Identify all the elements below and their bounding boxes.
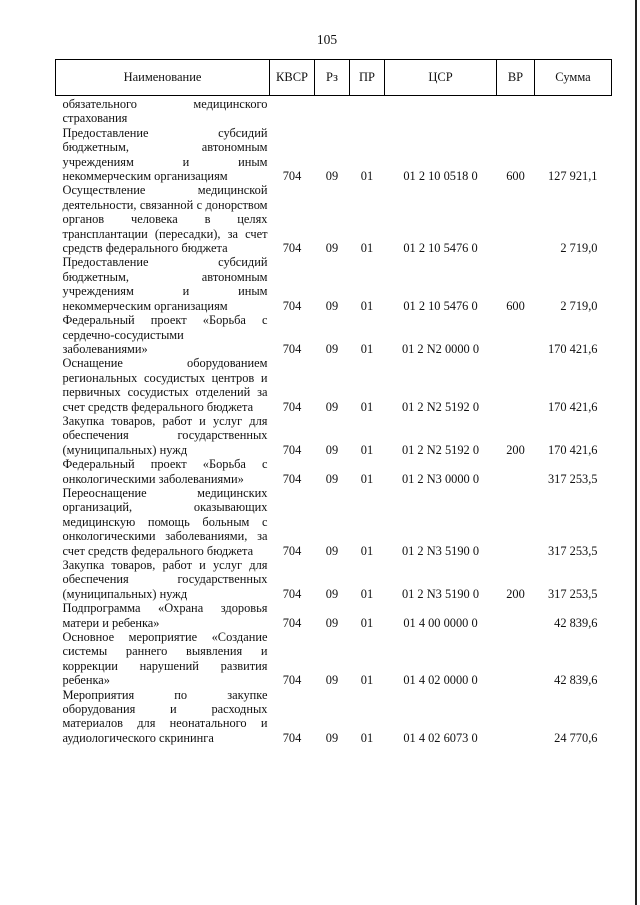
cell-kvsr: 704	[282, 298, 302, 313]
cell-sum: 2 719,0	[560, 298, 598, 313]
table-body	[56, 96, 612, 746]
cell-kvsr: 704	[282, 586, 302, 601]
cell-vr	[497, 457, 535, 486]
cell-pr	[350, 96, 385, 126]
cell-pr: 01	[360, 730, 374, 745]
header-kvsr: КВСР	[270, 60, 315, 96]
cell-vr: 200	[506, 442, 525, 457]
cell-kvsr: 704	[282, 341, 302, 356]
cell-rz: 09	[325, 586, 339, 601]
header-name: Наименование	[56, 60, 270, 96]
cell-name: Переоснащение медицинских организаций, оказывающих медицинскую помощь больным с онкологическими заболеваниями, за счет средств федерального бюджета	[62, 485, 268, 558]
cell-name: Оснащение оборудованием региональных сосудистых центров и первичных сосудистых отделений за счет средств федерального бюджета	[62, 356, 268, 414]
table-row	[56, 96, 612, 126]
cell-sum	[535, 96, 612, 126]
cell-csr	[385, 96, 497, 126]
cell-csr: 01 2 10 5476 0	[403, 241, 478, 256]
cell-name: Федеральный проект «Борьба с сердечно-сосудистыми заболеваниями»	[62, 313, 268, 356]
page-edge-line	[635, 0, 637, 905]
cell-csr: 01 2 N3 5190 0	[401, 543, 480, 558]
header-vr: ВР	[497, 60, 535, 96]
cell-pr: 01	[360, 471, 374, 486]
cell-csr: 01 2 10 0518 0	[403, 169, 478, 184]
cell-csr: 01 2 N3 5190 0	[401, 586, 480, 601]
cell-sum: 42 839,6	[554, 615, 598, 630]
page-number: 105	[316, 32, 338, 47]
cell-name: Подпрограмма «Охрана здоровья матери и ребенка»	[62, 601, 268, 630]
table-row	[56, 313, 612, 356]
cell-csr: 01 2 N2 5192 0	[401, 442, 480, 457]
cell-csr: 01 2 N3 0000 0	[401, 471, 480, 486]
cell-rz: 09	[325, 341, 339, 356]
cell-name: Предоставление субсидий бюджетным, автономным учреждениям и иным некоммерческим организациям	[62, 255, 268, 313]
cell-name: Закупка товаров, работ и услуг для обеспечения государственных (муниципальных) нужд	[62, 558, 268, 601]
cell-name: Основное мероприятие «Создание системы раннего выявления и коррекции нарушений развития ребенка»	[62, 630, 268, 688]
cell-sum: 42 839,6	[554, 673, 598, 688]
cell-name: обязательного медицинского страхования	[62, 97, 268, 126]
cell-sum: 317 253,5	[547, 471, 598, 486]
cell-csr: 01 2 N2 5192 0	[401, 399, 480, 414]
table-header	[56, 60, 612, 96]
table-row	[56, 414, 612, 457]
cell-vr	[497, 688, 535, 746]
cell-kvsr: 704	[282, 730, 302, 745]
cell-vr	[497, 630, 535, 688]
table-row	[56, 486, 612, 558]
cell-rz	[315, 96, 350, 126]
cell-vr	[497, 486, 535, 558]
header-csr: ЦСР	[385, 60, 497, 96]
cell-vr: 600	[506, 298, 525, 313]
cell-pr: 01	[360, 341, 374, 356]
cell-sum: 24 770,6	[554, 730, 598, 745]
cell-name: Федеральный проект «Борьба с онкологическими заболеваниями»	[62, 457, 268, 486]
table-row	[56, 457, 612, 486]
cell-rz: 09	[325, 673, 339, 688]
cell-rz: 09	[325, 169, 339, 184]
cell-name: Осуществление медицинской деятельности, связанной с донорством органов человека в целях трансплантации (пересадки), за счет средств федерального бюджета	[62, 183, 268, 256]
cell-kvsr: 704	[282, 543, 302, 558]
cell-csr: 01 4 00 0000 0	[403, 615, 478, 630]
table-row	[56, 630, 612, 688]
cell-sum: 2 719,0	[560, 241, 598, 256]
cell-vr	[497, 601, 535, 630]
table-row	[56, 688, 612, 746]
cell-vr: 200	[506, 586, 525, 601]
budget-table	[55, 59, 612, 745]
cell-sum: 317 253,5	[547, 586, 598, 601]
cell-rz: 09	[325, 615, 339, 630]
cell-rz: 09	[325, 543, 339, 558]
cell-sum: 127 921,1	[547, 169, 598, 184]
cell-csr: 01 2 N2 0000 0	[401, 341, 480, 356]
cell-rz: 09	[325, 730, 339, 745]
cell-sum: 170 421,6	[547, 442, 598, 457]
cell-csr: 01 4 02 6073 0	[403, 730, 478, 745]
cell-rz: 09	[325, 471, 339, 486]
cell-pr: 01	[360, 298, 374, 313]
cell-name: Предоставление субсидий бюджетным, автономным учреждениям и иным некоммерческим организациям	[62, 125, 268, 184]
cell-kvsr: 704	[282, 241, 302, 256]
cell-pr: 01	[360, 241, 374, 256]
header-pr: ПР	[350, 60, 385, 96]
cell-pr: 01	[360, 586, 374, 601]
table-row	[56, 558, 612, 601]
table-row	[56, 601, 612, 630]
cell-vr	[497, 96, 535, 126]
cell-sum: 170 421,6	[547, 399, 598, 414]
table-row	[56, 255, 612, 313]
cell-rz: 09	[325, 298, 339, 313]
cell-kvsr: 704	[282, 399, 302, 414]
cell-vr: 600	[506, 169, 525, 184]
header-sum: Сумма	[535, 60, 612, 96]
cell-kvsr: 704	[282, 673, 302, 688]
cell-rz: 09	[325, 399, 339, 414]
cell-kvsr: 704	[282, 442, 302, 457]
budget-table-container	[55, 59, 611, 745]
cell-rz: 09	[325, 241, 339, 256]
cell-vr	[497, 356, 535, 414]
table-row	[56, 183, 612, 255]
cell-name: Закупка товаров, работ и услуг для обеспечения государственных (муниципальных) нужд	[62, 413, 268, 457]
cell-vr	[497, 313, 535, 356]
cell-pr: 01	[360, 543, 374, 558]
header-rz: Рз	[315, 60, 350, 96]
cell-vr	[497, 183, 535, 255]
cell-kvsr: 704	[282, 169, 302, 184]
cell-pr: 01	[360, 673, 374, 688]
cell-kvsr: 704	[282, 615, 302, 630]
cell-name: Мероприятия по закупке оборудования и расходных материалов для неонатального и аудиологического скрининга	[62, 687, 268, 745]
cell-pr: 01	[360, 615, 374, 630]
cell-kvsr	[270, 96, 315, 126]
cell-pr: 01	[360, 442, 374, 457]
cell-pr: 01	[360, 169, 374, 184]
cell-pr: 01	[360, 399, 374, 414]
table-row	[56, 356, 612, 414]
cell-sum: 317 253,5	[547, 543, 598, 558]
cell-sum: 170 421,6	[547, 341, 598, 356]
cell-kvsr: 704	[282, 471, 302, 486]
cell-csr: 01 4 02 0000 0	[403, 673, 478, 688]
table-row	[56, 126, 612, 184]
cell-csr: 01 2 10 5476 0	[403, 298, 478, 313]
cell-rz: 09	[325, 442, 339, 457]
